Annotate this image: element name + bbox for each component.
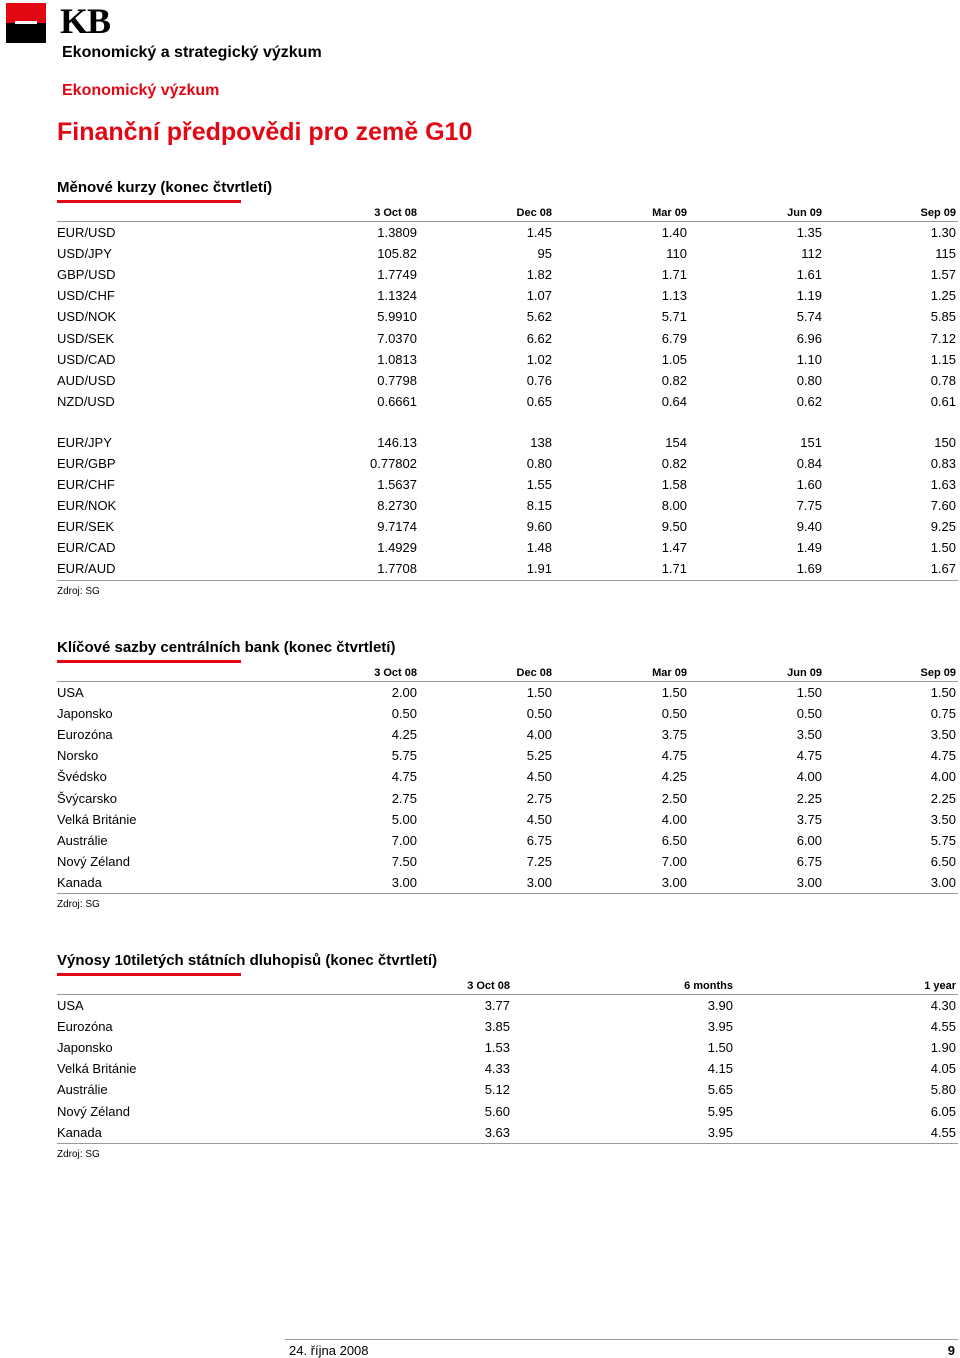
cell: 6.62 [526,330,552,346]
fx-section-title: Měnové kurzy (konec čtvrtletí) [57,179,273,196]
cell: 1.67 [824,558,958,580]
row-label: Velká Británie [57,811,137,827]
cell: 4.75 [796,748,822,764]
page-title: Finanční předpovědi pro země G10 [57,118,473,146]
rates-column-header: 3 Oct 08 [284,663,419,682]
row-label: Nový Zéland [57,1103,130,1119]
table-row [57,745,958,766]
table-row [57,1058,958,1079]
cell: 115 [935,246,956,262]
cell: 3.95 [707,1019,733,1035]
cell: 1.50 [930,540,956,556]
cell: 1.7749 [377,267,417,283]
table-row [57,682,958,704]
table-row [57,872,958,894]
cell: 0.80 [796,372,822,388]
cell: 3.00 [284,872,419,894]
cell: 7.50 [391,853,417,869]
table-row [57,703,958,724]
cell: 2.25 [930,790,956,806]
cell: 9.50 [661,519,687,535]
cell: 3.00 [824,872,958,894]
cell: 95 [537,246,552,262]
table-row [57,1122,958,1144]
table-row [57,349,958,370]
table-row [57,516,958,537]
cell: 1.0813 [377,351,417,367]
cell: 5.75 [391,748,417,764]
cell: 2.75 [391,790,417,806]
cell: 4.55 [735,1122,958,1144]
bonds-column-header: 3 Oct 08 [284,976,512,995]
fx-source-note: Zdroj: SG [57,585,100,597]
cell: 6.75 [526,832,552,848]
fx-column-header: 3 Oct 08 [284,203,419,222]
rates-source-note: Zdroj: SG [57,898,100,910]
cell: 1.58 [661,477,687,493]
row-label: Švédsko [57,769,107,785]
row-label: USD/SEK [57,330,115,346]
row-label: Švýcarsko [57,790,117,806]
cell: 9.7174 [377,519,417,535]
cell: 4.33 [484,1061,510,1077]
cell: 0.83 [930,455,956,471]
cell: 5.12 [484,1082,510,1098]
cell: 3.63 [284,1122,512,1144]
table-row [57,370,958,391]
cell: 1.1324 [377,288,417,304]
cell: 3.50 [930,727,956,743]
cell: 1.55 [526,477,552,493]
cell: 1.10 [796,351,822,367]
table-row [57,285,958,306]
table-row [57,724,958,745]
table-row [57,995,958,1017]
cell: 0.80 [526,455,552,471]
row-label: EUR/CHF [57,477,115,493]
bonds-column-header: 6 months [512,976,735,995]
row-label: Nový Zéland [57,853,130,869]
row-label: Eurozóna [57,727,113,743]
cell: 4.50 [526,769,552,785]
cell: 1.57 [930,267,956,283]
cell: 2.50 [661,790,687,806]
cell: 151 [800,434,822,450]
subdepartment-name: Ekonomický výzkum [62,82,220,99]
cell: 0.50 [661,706,687,722]
cell: 2.75 [526,790,552,806]
cell: 3.00 [689,872,824,894]
cell: 1.49 [796,540,822,556]
row-label: GBP/USD [57,267,116,283]
cell: 1.50 [707,1040,733,1056]
cell: 5.85 [930,309,956,325]
table-row [57,432,958,453]
table-row [57,851,958,872]
cell: 4.00 [930,769,956,785]
row-label: AUD/USD [57,372,116,388]
table-row [57,1079,958,1100]
cell: 4.75 [930,748,956,764]
cell: 9.60 [526,519,552,535]
cell: 1.45 [526,225,552,241]
cell: 3.85 [484,1019,510,1035]
kb-logo-mark [6,3,46,43]
cell: 1.50 [796,685,822,701]
table-row [57,306,958,327]
table-row [57,558,958,580]
cell: 4.00 [526,727,552,743]
cell: 3.77 [484,998,510,1014]
cell: 6.00 [796,832,822,848]
cell: 3.75 [661,727,687,743]
cell: 5.9910 [377,309,417,325]
department-name: Ekonomický a strategický výzkum [62,44,322,61]
footer-date: 24. října 2008 [289,1343,369,1358]
cell: 112 [801,246,822,262]
cell: 0.6661 [377,393,417,409]
cell: 6.79 [661,330,687,346]
rates-section-title: Klíčové sazby centrálních bank (konec čtvrtletí) [57,639,396,656]
cell: 4.50 [526,811,552,827]
cell: 1.50 [526,685,552,701]
cell: 0.84 [796,455,822,471]
fx-column-header: Mar 09 [554,203,689,222]
cell: 4.25 [391,727,417,743]
fx-column-header: Sep 09 [824,203,958,222]
table-row [57,787,958,808]
row-label: Japonsko [57,706,113,722]
bonds-header-label [57,976,284,995]
row-label: USD/CAD [57,351,116,367]
row-label: Norsko [57,748,99,764]
cell: 0.82 [661,372,687,388]
cell: 1.07 [526,288,552,304]
cell: 5.62 [526,309,552,325]
cell: 1.69 [689,558,824,580]
row-label: EUR/CAD [57,540,116,556]
cell: 0.64 [661,393,687,409]
cell: 8.2730 [377,498,417,514]
cell: 1.50 [930,685,956,701]
bonds-source-note: Zdroj: SG [57,1148,100,1160]
table-row [57,391,958,412]
kb-logo-text: KB [60,1,111,41]
cell: 1.7708 [284,558,419,580]
cell: 3.50 [796,727,822,743]
table-row [57,830,958,851]
cell: 0.50 [526,706,552,722]
table-row [57,495,958,516]
fx-column-header: Dec 08 [419,203,554,222]
cell: 1.63 [930,477,956,493]
row-label: Eurozóna [57,1019,113,1035]
row-label: EUR/GBP [57,455,116,471]
table-row [57,809,958,830]
cell: 0.77802 [370,455,417,471]
cell: 0.82 [661,455,687,471]
row-label: NZD/USD [57,393,115,409]
row-label: EUR/JPY [57,434,112,450]
fx-header-row [57,203,958,222]
row-label: Japonsko [57,1040,113,1056]
cell: 0.7798 [377,372,417,388]
cell: 5.71 [661,309,687,325]
cell: 8.15 [526,498,552,514]
cell: 1.35 [796,225,822,241]
fx-table [57,203,958,581]
row-label: EUR/NOK [57,498,117,514]
row-label: EUR/SEK [57,519,115,535]
row-label: Kanada [57,872,284,894]
cell: 1.48 [526,540,552,556]
cell: 1.05 [661,351,687,367]
cell: 7.0370 [377,330,417,346]
cell: 3.00 [554,872,689,894]
rates-column-header: Mar 09 [554,663,689,682]
cell: 4.15 [707,1061,733,1077]
table-row [57,537,958,558]
cell: 7.00 [391,832,417,848]
footer-rule [285,1339,958,1340]
cell: 1.71 [554,558,689,580]
cell: 5.00 [391,811,417,827]
cell: 7.25 [526,853,552,869]
cell: 7.60 [930,498,956,514]
rates-header-label [57,663,284,682]
cell: 0.75 [930,706,956,722]
cell: 1.90 [930,1040,956,1056]
cell: 4.00 [796,769,822,785]
cell: 5.60 [484,1103,510,1119]
table-row [57,1100,958,1121]
page-number: 9 [947,1343,955,1358]
cell: 6.75 [796,853,822,869]
rates-column-header: Jun 09 [689,663,824,682]
cell: 4.75 [661,748,687,764]
table-row [57,766,958,787]
cell: 2.25 [796,790,822,806]
row-label: EUR/USD [57,225,116,241]
table-spacer-row [57,412,958,432]
cell: 1.61 [796,267,822,283]
cell: 3.90 [707,998,733,1014]
cell: 4.00 [661,811,687,827]
bonds-section [57,951,958,1160]
rates-column-header: Dec 08 [419,663,554,682]
cell: 1.91 [419,558,554,580]
table-row [57,474,958,495]
table-row [57,222,958,244]
row-label: USD/JPY [57,246,112,262]
cell: 110 [666,246,687,262]
row-label: USD/CHF [57,288,115,304]
rates-table [57,663,958,894]
cell: 7.12 [930,330,956,346]
cell: 3.75 [796,811,822,827]
cell: 0.78 [930,372,956,388]
cell: 0.76 [526,372,552,388]
cell: 6.96 [796,330,822,346]
bonds-table [57,976,958,1144]
cell: 6.05 [930,1103,956,1119]
cell: 1.50 [661,685,687,701]
cell: 4.75 [391,769,417,785]
cell: 146.13 [377,434,417,450]
cell: 0.62 [796,393,822,409]
cell: 1.19 [796,288,822,304]
cell: 1.47 [661,540,687,556]
bonds-section-title: Výnosy 10tiletých státních dluhopisů (konec čtvrtletí) [57,952,438,969]
row-label: Kanada [57,1122,284,1144]
cell: 7.75 [796,498,822,514]
cell: 3.50 [930,811,956,827]
row-label: Austrálie [57,1082,108,1098]
cell: 6.50 [930,853,956,869]
cell: 105.82 [377,246,417,262]
cell: 1.15 [930,351,956,367]
fx-header-label [57,203,284,222]
row-label: USA [57,998,84,1014]
cell: 150 [934,434,956,450]
cell: 4.25 [661,769,687,785]
row-label: EUR/AUD [57,558,284,580]
table-row [57,453,958,474]
cell: 0.50 [796,706,822,722]
cell: 8.00 [661,498,687,514]
cell: 1.25 [930,288,956,304]
row-label: Velká Británie [57,1061,137,1077]
fx-section [57,178,958,597]
cell: 4.30 [930,998,956,1014]
cell: 1.5637 [377,477,417,493]
cell: 1.3809 [377,225,417,241]
row-label: USD/NOK [57,309,117,325]
table-row [57,1016,958,1037]
rates-header-row [57,663,958,682]
fx-column-header: Jun 09 [689,203,824,222]
cell: 0.65 [526,393,552,409]
table-row [57,243,958,264]
rates-section [57,638,958,910]
cell: 1.30 [930,225,956,241]
table-row [57,264,958,285]
cell: 1.53 [484,1040,510,1056]
table-row [57,1037,958,1058]
cell: 1.60 [796,477,822,493]
cell: 3.95 [512,1122,735,1144]
cell: 0.61 [930,393,956,409]
cell: 5.74 [796,309,822,325]
cell: 154 [665,434,687,450]
table-row [57,327,958,348]
cell: 5.65 [707,1082,733,1098]
cell: 1.13 [661,288,687,304]
cell: 5.80 [930,1082,956,1098]
cell: 4.55 [930,1019,956,1035]
rates-column-header: Sep 09 [824,663,958,682]
cell: 9.40 [796,519,822,535]
cell: 1.71 [661,267,687,283]
cell: 6.50 [661,832,687,848]
row-label: USA [57,685,84,701]
cell: 9.25 [930,519,956,535]
cell: 3.00 [419,872,554,894]
cell: 1.82 [526,267,552,283]
cell: 5.25 [526,748,552,764]
cell: 138 [530,434,552,450]
cell: 1.40 [661,225,687,241]
bonds-column-header: 1 year [735,976,958,995]
cell: 2.00 [391,685,417,701]
cell: 1.02 [526,351,552,367]
row-label: Austrálie [57,832,108,848]
cell: 1.4929 [377,540,417,556]
cell: 5.75 [930,832,956,848]
cell: 4.05 [930,1061,956,1077]
bonds-header-row [57,976,958,995]
cell: 0.50 [391,706,417,722]
cell: 5.95 [707,1103,733,1119]
cell: 7.00 [661,853,687,869]
kb-logo [6,3,118,45]
